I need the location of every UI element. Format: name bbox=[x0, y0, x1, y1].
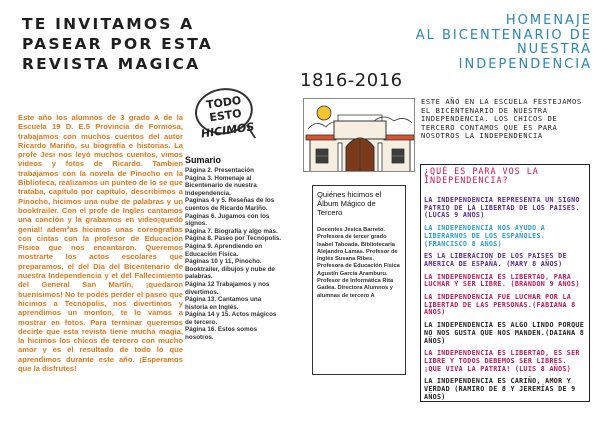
staff-list: Docentes Jesica Barreto. Profesora de tercer grado Isabel Taboada. Bibliotecaria Alejandro Lamas. Profesor de Inglés Susana Ribes. Profesora de Educación Física Agustín García Aramburu. Profesor de Informática Rita Gadea. Directora Alumnos y alumnas de tercero A bbox=[317, 227, 400, 299]
main-title-line: PASEAR POR ESTA bbox=[22, 35, 213, 53]
sumario-item: Paginas 6. Jugamos con los signos. bbox=[185, 212, 270, 228]
badge-line: ESTO bbox=[208, 106, 243, 125]
sumario-item: Página 9. Aprendiendo en Educación Física. bbox=[185, 242, 263, 258]
badge-line: TODO bbox=[205, 93, 243, 112]
sumario-item: Página 16. Estos somos nosotros. bbox=[185, 326, 258, 342]
intro-paragraph: Este año los alumnos de 3 grado A de la Escuela 19 D. E.5 Provincia de Formosa, trabajamos con muchos cuentos del autor Ricardo Mariño, su biografía e historias. La profe Jesi nos leyó muchos cuentos, vimos videos y fotos de Ricardo. Tambien trabajamos con la novela de Pinocho en la Biblioteca, realizamos un punteo de lo se que trataba, capítulo por capítulo, describimos a Pinocho, hicimos una nube de palabras y un booktrailer. Con el profe de Ingles cantamos una canción y la grabamos en video¡quedó genial! ademªas hicimos unas coreografias con cintas con la profesor de Educación Física que nos encantaron. Queremos mostrarte los actos escolares que preparamos, el del Día del Bicentenario de nuestra Independencia y el del Fallecimiento del General San Martín, ¡quedaron buenísimos! No te podés perder el paseo que hicimos a Tecnópolis, nos divertimos y aprendimos un monton, te lo vamos a mostrar en fotos. Para terminar queremos decirte que esta revista tiene mucha magia, la hicimos los chicos de tercero con mucho amor y es el resultado de todo lo que aprendimos durante este año. ¡Esperamos que la disfrutes! bbox=[18, 113, 183, 374]
quote-item: LA INDEPENDENCIA REPRESENTA UN SIGNO PATRIO DE LA LIBERTAD DE LOS PAISES.(LUCAS 9 AÑOS) bbox=[424, 196, 580, 220]
sumario-item: Página 8. Paseo por Tecnópolis. bbox=[185, 235, 282, 243]
main-title-line: REVISTA MAGICA bbox=[22, 55, 201, 73]
casa-de-tucuman-illustration bbox=[303, 98, 415, 172]
staff-box bbox=[312, 185, 406, 375]
quote-item: LA INDEPENDENCIA FUE LUCHAR POR LA LIBERTAD DE LAS PERSONAS.(FABIANA 8 AÑOS) bbox=[424, 293, 576, 317]
sumario-item: Página 7. Biografía y algo más. bbox=[185, 227, 278, 235]
independencia-quotes-box bbox=[420, 164, 590, 402]
homenaje-line: AL BICENTENARIO DE bbox=[415, 27, 592, 43]
staff-title: Quiénes hicimos el Álbum Mágico de Tercero bbox=[317, 190, 382, 217]
quote-item: LA INDEPENDENCIA ES LIBERTAD, PARA LUCHAR Y SER LIBRE. (BRANDON 9 AÑOS) bbox=[424, 272, 580, 289]
main-title bbox=[22, 14, 237, 74]
quote-item: ES LA LIBERACION DE LOS PAISES DE AMERICA DE ESPAÑA. (MARY 8 AÑOS) bbox=[424, 252, 567, 268]
todo-esto-hicimos-badge bbox=[186, 83, 266, 154]
sumario-item: Páginas 10 y 11, Pinocho. Booktrailer, dibujos y nube de palabras. bbox=[185, 258, 275, 281]
quote-item: LA INDEPENDENCIA ES LIBERTAD, ES SER LIBRE Y TODOS DEBEMOS SER LIBRES. ¡QUE VIVA LA PATRIA! (LUIS 8 AÑOS) bbox=[424, 349, 580, 373]
quote-item: LA INDEPENDENCIA ES CARIÑO, AMOR Y VERDAD (RAMIRO DE 8 Y JEREMÍAS DE 9 AÑOS) bbox=[424, 377, 576, 401]
main-title-line: TE INVITAMOS A bbox=[22, 15, 195, 33]
homenaje-heading bbox=[372, 14, 592, 72]
homenaje-line: INDEPENDENCIA bbox=[458, 56, 592, 72]
sumario-item: Página 3. Homenaje al Bicentenario de nuestra Independencia. bbox=[185, 174, 257, 197]
sumario-item: Página 2. Presentación bbox=[185, 167, 254, 174]
sumario-item: Página 12 Trabajamos y nos divertimos. bbox=[185, 280, 270, 296]
sumario-item: Paginas 4 y 5. Reseñas de los cuentos de Ricardo Mariño. bbox=[185, 197, 275, 212]
sumario-item: Página 14 y 15. Actos mágicos de tercero. bbox=[185, 311, 277, 326]
sumario-section bbox=[185, 155, 283, 342]
colonial-house-icon bbox=[304, 99, 415, 172]
homenaje-line: HOMENAJE bbox=[505, 13, 592, 28]
quote-item: LA INDEPENDENCIA NOS AYUDO A LIBERARNOS DE LOS ESPAÑOLES. (FRANCISCO 8 AÑOS) bbox=[424, 224, 546, 248]
bicentenario-intro: ESTE AÑO EN LA ESCUELA FESTEJAMOS EL BICENTENARIO DE NUESTRA INDEPENDENCIA. LOS CHICOS DE TERCERO CONTAMOS QUE ES PARA NOSOTROS LA INDEPENDENCIA bbox=[421, 97, 582, 141]
homenaje-line: NUESTRA bbox=[516, 42, 592, 57]
quote-item: LA INDEPENDENCIA ES ALGO LINDO PORQUE NO NOS GUSTA QUE NOS MANDEN.(DAIANA 8 AÑOS) bbox=[424, 321, 585, 345]
sumario-title: Sumario bbox=[185, 155, 222, 165]
year-range: 1816-2016 bbox=[300, 70, 403, 91]
quotes-question: ¿QUÉ ES PARA VOS LA INDEPENDENCIA? bbox=[424, 166, 539, 185]
sumario-item: Página 13. Cantamos una historia en Inglés. bbox=[185, 296, 262, 311]
badge-line: HICIMOS bbox=[200, 120, 256, 141]
